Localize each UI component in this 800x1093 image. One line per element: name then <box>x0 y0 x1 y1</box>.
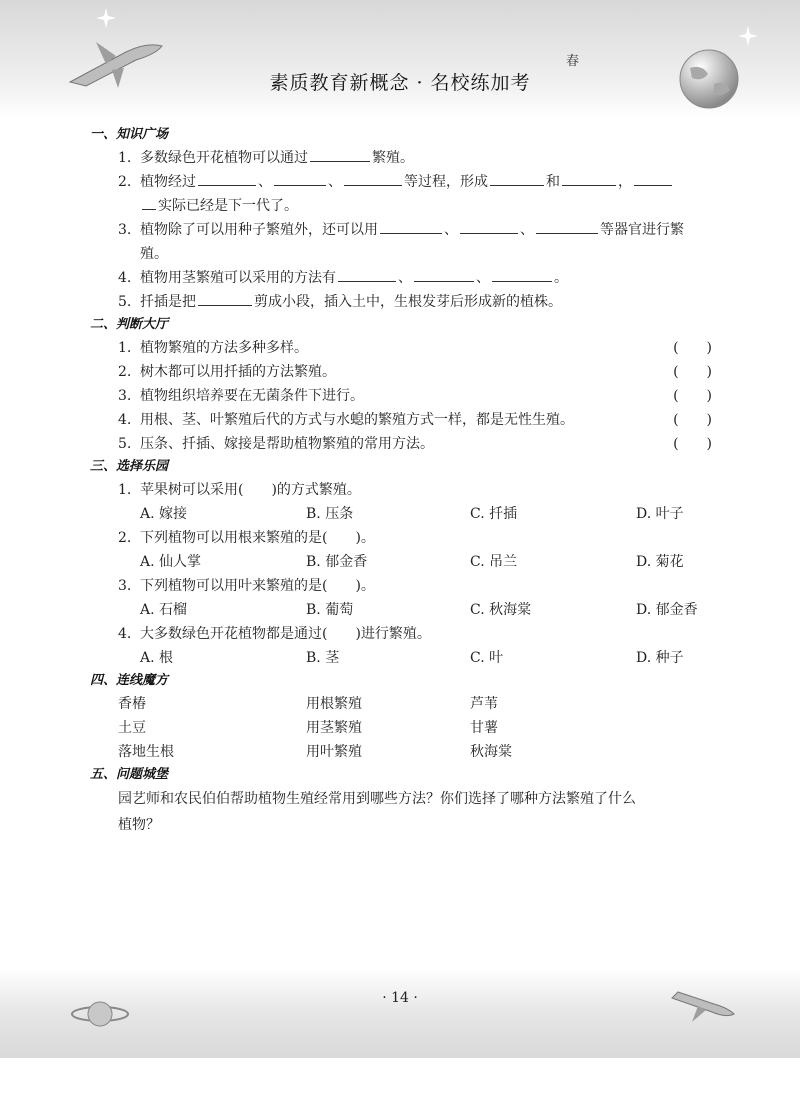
matching-method[interactable]: 用茎繁殖 <box>306 720 362 736</box>
answer-blank[interactable] <box>198 171 256 186</box>
choice-option[interactable]: D. 菊花 <box>636 554 684 570</box>
star-icon <box>96 8 116 28</box>
matching-row <box>90 692 720 716</box>
section-title: 二、判断大厅 <box>90 317 169 332</box>
answer-parentheses[interactable]: ( ) <box>673 388 712 404</box>
matching-row <box>90 716 720 740</box>
open-question: 园艺师和农民伯伯帮助植物生殖经常用到哪些方法？你们选择了哪种方法繁殖了什么 植物？ <box>118 791 636 833</box>
judgment-item: 5. 压条、扦插、嫁接是帮助植物繁殖的常用方法。 ( ) <box>90 432 720 456</box>
section-title: 三、选择乐园 <box>90 459 169 474</box>
choice-option[interactable]: A. 仙人掌 <box>140 554 202 570</box>
judgment-item: 4. 用根、茎、叶繁殖后代的方式与水螅的繁殖方式一样，都是无性生殖。 ( ) <box>90 408 720 432</box>
matching-method[interactable]: 用叶繁殖 <box>306 744 362 760</box>
matching-row <box>90 740 720 764</box>
answer-blank[interactable] <box>310 147 370 162</box>
answer-blank[interactable] <box>414 267 474 282</box>
season-tag: 春 <box>566 54 580 69</box>
matching-plant[interactable]: 香椿 <box>118 696 146 712</box>
answer-parentheses[interactable]: ( ) <box>673 364 712 380</box>
choice-option[interactable]: A. 根 <box>140 650 174 666</box>
choice-option[interactable]: B. 葡萄 <box>306 602 354 618</box>
answer-blank[interactable] <box>344 171 402 186</box>
worksheet-content <box>90 124 720 838</box>
choice-option[interactable]: C. 秋海棠 <box>470 602 532 618</box>
question-item-continuation: 实际已经是下一代了。 <box>90 194 720 218</box>
answer-blank[interactable] <box>142 195 156 210</box>
page-title: 素质教育新概念 · 名校练加考 <box>269 72 531 94</box>
question-item: 5. 扦插是把 剪成小段，插入土中，生根发芽后形成新的植株。 <box>90 290 720 314</box>
page-number: · 14 · <box>382 990 418 1006</box>
question-item: 1. 多数绿色开花植物可以通过 繁殖。 <box>90 146 720 170</box>
star-icon <box>738 26 758 46</box>
judgment-item: 3. 植物组织培养要在无菌条件下进行。 ( ) <box>90 384 720 408</box>
choice-option[interactable]: C. 扦插 <box>470 506 518 522</box>
answer-blank[interactable] <box>198 291 252 306</box>
judgment-item: 1. 植物繁殖的方法多种多样。 ( ) <box>90 336 720 360</box>
answer-parentheses[interactable]: ( ) <box>673 340 712 356</box>
answer-parentheses[interactable]: ( ) <box>673 436 712 452</box>
answer-blank[interactable] <box>274 171 326 186</box>
question-item: 4. 植物用茎繁殖可以采用的方法有 、 、 。 <box>90 266 720 290</box>
answer-blank[interactable] <box>490 171 544 186</box>
answer-blank[interactable] <box>634 171 672 186</box>
answer-blank[interactable] <box>338 267 396 282</box>
choice-question: 2. 下列植物可以用根来繁殖的是( )。 <box>118 530 375 546</box>
choice-question: 4. 大多数绿色开花植物都是通过( )进行繁殖。 <box>118 626 431 642</box>
choice-option[interactable]: C. 吊兰 <box>470 554 518 570</box>
answer-blank[interactable] <box>492 267 552 282</box>
choice-question: 3. 下列植物可以用叶来繁殖的是( )。 <box>118 578 375 594</box>
answer-parentheses[interactable]: ( ) <box>673 412 712 428</box>
matching-plant[interactable]: 芦苇 <box>470 696 498 712</box>
matching-plant[interactable]: 落地生根 <box>118 744 174 760</box>
question-item-continuation: 殖。 <box>140 246 168 262</box>
question-item: 2. 植物经过 、 、 等过程，形成 和 ， <box>90 170 720 194</box>
answer-blank[interactable] <box>562 171 616 186</box>
section-title: 一、知识广场 <box>90 127 169 142</box>
matching-plant[interactable]: 秋海棠 <box>470 744 512 760</box>
choice-option[interactable]: B. 郁金香 <box>306 554 368 570</box>
choice-option[interactable]: D. 郁金香 <box>636 602 698 618</box>
answer-blank[interactable] <box>536 219 598 234</box>
section-title: 四、连线魔方 <box>90 673 169 688</box>
choice-option[interactable]: A. 石榴 <box>140 602 188 618</box>
question-item: 3. 植物除了可以用种子繁殖外，还可以用 、 、 等器官进行繁 <box>90 218 720 242</box>
judgment-item: 2. 树木都可以用扦插的方法繁殖。 ( ) <box>90 360 720 384</box>
matching-plant[interactable]: 土豆 <box>118 720 146 736</box>
choice-option[interactable]: A. 嫁接 <box>140 506 188 522</box>
matching-method[interactable]: 用根繁殖 <box>306 696 362 712</box>
choice-options <box>90 646 720 670</box>
choice-question: 1. 苹果树可以采用( )的方式繁殖。 <box>118 482 361 498</box>
choice-options <box>90 502 720 526</box>
choice-option[interactable]: B. 压条 <box>306 506 354 522</box>
choice-option[interactable]: D. 叶子 <box>636 506 684 522</box>
choice-option[interactable]: D. 种子 <box>636 650 684 666</box>
choice-options <box>90 598 720 622</box>
choice-option[interactable]: C. 叶 <box>470 650 504 666</box>
matching-plant[interactable]: 甘薯 <box>470 720 498 736</box>
section-title: 五、问题城堡 <box>90 767 169 782</box>
choice-option[interactable]: B. 茎 <box>306 650 340 666</box>
answer-blank[interactable] <box>380 219 442 234</box>
answer-blank[interactable] <box>460 219 518 234</box>
choice-options <box>90 550 720 574</box>
